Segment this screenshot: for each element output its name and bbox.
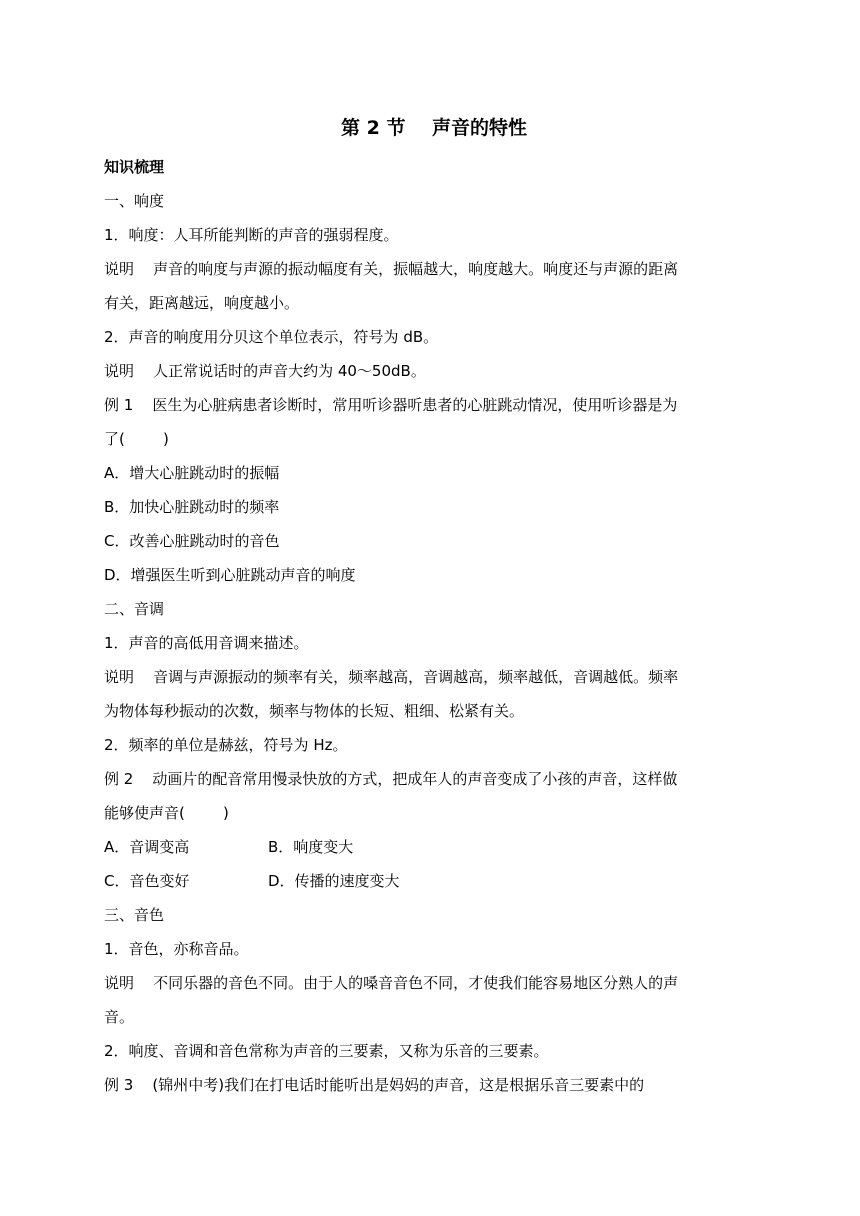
example-3-line-1: 例 3 (锦州中考)我们在打电话时能听出是妈妈的声音，这是根据乐音三要素中的: [104, 1076, 645, 1094]
loudness-point-2: 2．声音的响度用分贝这个单位表示，符号为 dB。: [104, 328, 439, 346]
example-1-option-c: C．改善心脏跳动时的音色: [104, 532, 280, 550]
loudness-heading: 一、响度: [104, 192, 165, 210]
example-1-option-d: D．增强医生听到心脏跳动声音的响度: [104, 566, 356, 584]
loudness-note-2: 说明 人正常说话时的声音大约为 40～50dB。: [104, 362, 426, 380]
loudness-note-1-line-1: 说明 声音的响度与声源的振动幅度有关，振幅越大，响度越大。响度还与声源的距离: [104, 260, 679, 278]
example-2-option-d: D．传播的速度变大: [268, 872, 400, 890]
example-1-option-a: A．增大心脏跳动时的振幅: [104, 464, 280, 482]
example-2-option-b: B．响度变大: [268, 838, 354, 856]
example-2-line-2: 能够使声音( ): [104, 804, 229, 822]
pitch-note-1-line-1: 说明 音调与声源振动的频率有关，频率越高，音调越高，频率越低，音调越低。频率: [104, 668, 679, 686]
example-1-option-b: B．加快心脏跳动时的频率: [104, 498, 280, 516]
timbre-point-2: 2．响度、音调和音色常称为声音的三要素，又称为乐音的三要素。: [104, 1042, 549, 1060]
example-2-options-row-2: [104, 864, 764, 898]
timbre-point-1: 1．音色，亦称音品。: [104, 940, 249, 958]
pitch-point-1: 1．声音的高低用音调来描述。: [104, 634, 309, 652]
loudness-note-1-line-2: 有关，距离越远，响度越小。: [104, 294, 300, 312]
page-title: 第 2 节 声音的特性: [341, 117, 527, 139]
loudness-point-1: 1．响度：人耳所能判断的声音的强弱程度。: [104, 226, 399, 244]
timbre-note-1-line-2: 音。: [104, 1008, 135, 1026]
document-page: [104, 112, 764, 1102]
pitch-heading: 二、音调: [104, 600, 165, 618]
timbre-note-1-line-1: 说明 不同乐器的音色不同。由于人的嗓音音色不同，才使我们能容易地区分熟人的声: [104, 974, 679, 992]
example-1-line-2: 了( ): [104, 430, 169, 448]
example-2-options-row-1: [104, 830, 764, 864]
pitch-note-1-line-2: 为物体每秒振动的次数，频率与物体的长短、粗细、松紧有关。: [104, 702, 525, 720]
example-1-line-1: 例 1 医生为心脏病患者诊断时，常用听诊器听患者的心脏跳动情况，使用听诊器是为: [104, 396, 678, 414]
example-2-option-a: A．音调变高: [104, 838, 190, 856]
example-2-option-c: C．音色变好: [104, 872, 190, 890]
timbre-heading: 三、音色: [104, 906, 165, 924]
pitch-point-2: 2．频率的单位是赫兹，符号为 Hz。: [104, 736, 348, 754]
example-2-line-1: 例 2 动画片的配音常用慢录快放的方式，把成年人的声音变成了小孩的声音，这样做: [104, 770, 678, 788]
section-heading-knowledge: 知识梳理: [104, 158, 165, 176]
